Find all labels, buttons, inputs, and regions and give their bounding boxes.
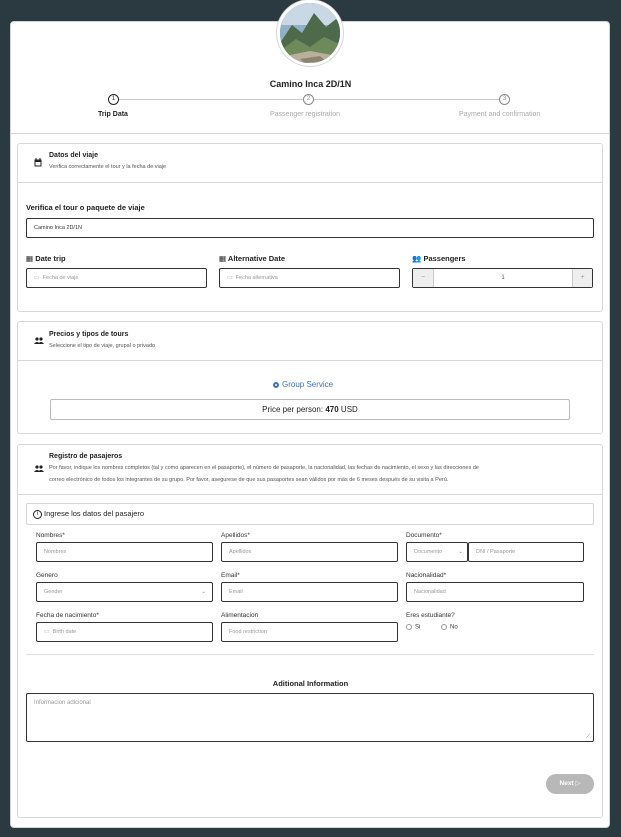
price-box: [50, 399, 570, 420]
estudiante-no-option[interactable]: [441, 624, 458, 631]
documento-label: Documento*: [406, 532, 442, 539]
passengers-label: [412, 254, 466, 263]
estudiante-si-option[interactable]: [406, 624, 420, 631]
next-button[interactable]: [546, 774, 594, 794]
tour-label: Verifica el tour o paquete de viaje: [26, 203, 145, 212]
nacimiento-placeholder: Birth date: [52, 629, 77, 635]
tour-title: Camino Inca 2D/1N: [269, 79, 352, 89]
genero-select-value: Gender: [44, 589, 63, 595]
tour-input[interactable]: Camino Inca 2D/1N: [26, 218, 594, 238]
alimentacion-label: Alimentacion: [221, 612, 259, 619]
registration-subtitle-line1: Por favor, indique los nombres completos (tal y como aparecen en el pasaporte), el número de pasaporte, la nacionalidad, las fechas de nacimiento, el sexo y las direcciones de: [49, 465, 479, 471]
decrement-button[interactable]: −: [413, 269, 434, 287]
registration-header: [18, 445, 602, 495]
step-1-label: Trip Data: [98, 111, 128, 118]
documento-select[interactable]: [406, 542, 468, 562]
documento-number-input[interactable]: DNI / Pasaporte: [468, 542, 584, 562]
calendar-check-icon: ▦: [219, 254, 227, 263]
estudiante-no-radio[interactable]: [441, 624, 447, 630]
step-2-circle[interactable]: 2: [303, 94, 314, 105]
apellidos-input[interactable]: Apellidos: [221, 542, 398, 562]
nacionalidad-input[interactable]: Nacionalidad: [406, 582, 584, 602]
date-trip-placeholder: Fecha de viaje: [42, 275, 79, 281]
passenger-info-banner: [26, 503, 594, 525]
chevron-down-icon: ⌄: [201, 589, 206, 595]
alt-date-input[interactable]: [219, 268, 400, 288]
apellidos-label: Apellidos*: [221, 532, 250, 539]
nacimiento-input[interactable]: [36, 622, 213, 642]
passenger-info-label: Ingrese los datos del pasajero: [44, 509, 145, 518]
passengers-count[interactable]: 1: [501, 275, 505, 281]
pricing-subtitle: Seleccione el tipo de viaje, grupal o privado: [49, 343, 156, 349]
nombres-input[interactable]: Nombres: [36, 542, 213, 562]
users-icon: [34, 465, 44, 474]
step-2-label: Passenger registration: [270, 111, 341, 118]
trip-data-title: Datos del viaje: [49, 152, 99, 159]
email-input[interactable]: Email: [221, 582, 398, 602]
date-trip-input[interactable]: [26, 268, 207, 288]
calendar-icon: ▦: [26, 254, 34, 263]
users-icon: 👥: [412, 254, 422, 263]
alt-date-label: [219, 254, 285, 263]
calendar-icon: ▭: [227, 275, 233, 281]
estudiante-si-text: Si: [415, 624, 421, 631]
users-icon: [34, 337, 44, 346]
price-prefix: Price per person:: [262, 405, 324, 414]
chevron-right-icon: ▷: [575, 780, 581, 787]
calendar-icon: ▭: [34, 275, 40, 281]
genero-label: Genero: [36, 572, 58, 579]
pricing-title: Precios y tipos de tours: [49, 331, 129, 338]
estudiante-label: Eres estudiante?: [406, 612, 455, 619]
additional-info-title: Aditional Information: [272, 679, 349, 688]
section-divider: [26, 654, 594, 655]
registration-subtitle-line2: correo electrónico de todos los integrantes de su grupo. Por favor, asegurese de que sus pasaportes sean válidos por más de 6 meses después de su visita a Perú.: [49, 477, 449, 483]
step-3-circle[interactable]: 3: [499, 94, 510, 105]
step-1-circle[interactable]: 1: [108, 94, 119, 105]
price-value: 470: [325, 405, 339, 414]
tour-image: [277, 0, 343, 66]
stepper: [0, 93, 621, 123]
group-service-label: Group Service: [282, 380, 334, 389]
alimentacion-input[interactable]: Food restriction: [221, 622, 398, 642]
calendar-icon: ▭: [44, 629, 50, 635]
price-currency: USD: [340, 405, 358, 414]
email-label: Email*: [221, 572, 240, 579]
date-trip-label-text: Date trip: [35, 254, 66, 263]
alt-date-label-text: Alternative Date: [227, 254, 286, 263]
estudiante-no-text: No: [450, 624, 458, 631]
nombres-label: Nombres*: [36, 532, 65, 539]
resize-handle-icon[interactable]: ⟋: [586, 734, 591, 740]
passengers-label-text: Passengers: [423, 254, 466, 263]
group-service-radio[interactable]: [273, 382, 279, 388]
nacimiento-label: Fecha de nacimiento*: [36, 612, 99, 619]
passengers-stepper: [412, 268, 593, 288]
step-3-label: Payment and confirmation: [459, 111, 541, 118]
trip-data-subtitle: Verifica correctamente el tour y la fecha de viaje: [49, 164, 167, 170]
genero-select[interactable]: [36, 582, 213, 602]
additional-info-textarea[interactable]: Informacion adicional: [26, 693, 594, 742]
calendar-icon: [34, 158, 42, 169]
step-connector: [114, 99, 309, 100]
pricing-header: [18, 322, 602, 361]
chevron-down-icon: ⌄: [458, 549, 463, 555]
alt-date-placeholder: Fecha alternativa: [235, 275, 278, 281]
date-trip-label: [26, 254, 66, 263]
header-divider: [10, 133, 610, 134]
nacionalidad-label: Nacionalidad*: [406, 572, 447, 579]
increment-button[interactable]: +: [572, 269, 592, 287]
documento-select-value: Documento: [414, 549, 443, 555]
trip-data-header: [18, 144, 602, 183]
group-service-option[interactable]: [273, 380, 333, 389]
next-button-label: Next: [559, 780, 574, 787]
info-icon: i: [33, 510, 42, 519]
estudiante-si-radio[interactable]: [406, 624, 412, 630]
registration-title: Registro de pasajeros: [49, 453, 123, 460]
step-connector: [309, 99, 505, 100]
